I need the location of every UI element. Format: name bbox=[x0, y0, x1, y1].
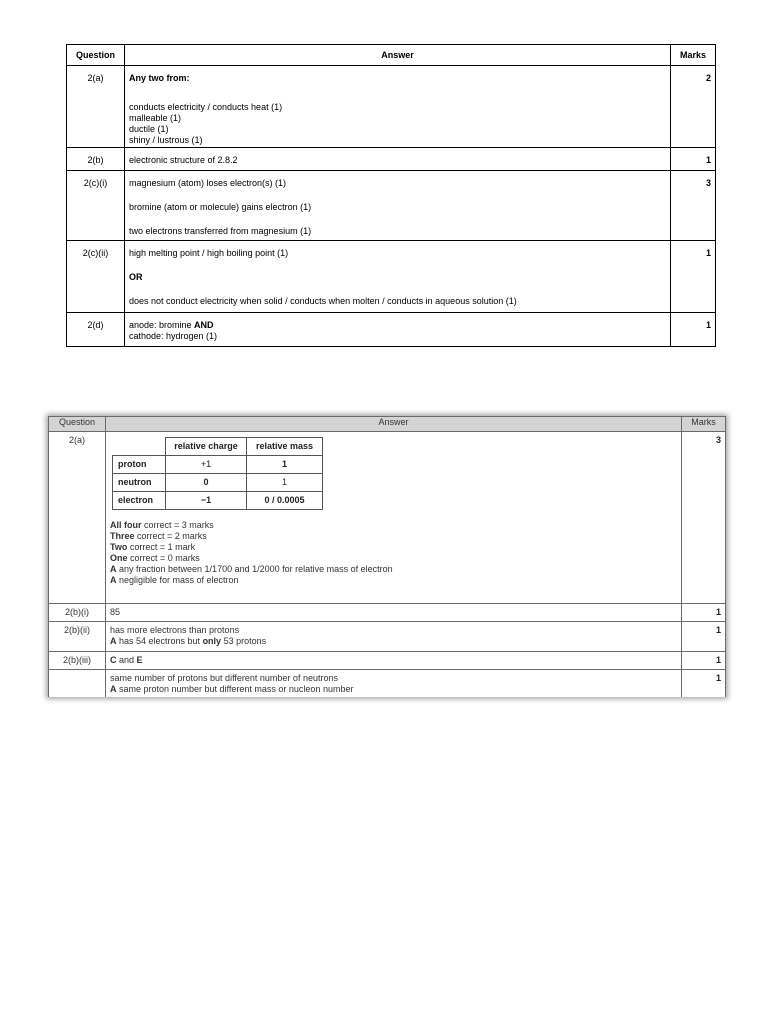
table-row bbox=[67, 312, 716, 346]
question-number: 2(a) bbox=[67, 66, 125, 148]
mark-scheme-table-1 bbox=[66, 44, 716, 347]
table-row bbox=[49, 432, 726, 604]
question-number: 2(c)(i) bbox=[67, 171, 125, 241]
answer-line bbox=[129, 320, 666, 331]
question-number: 2(b)(ii) bbox=[49, 622, 106, 652]
answer-cell bbox=[125, 147, 671, 170]
marks-value: 1 bbox=[682, 604, 726, 622]
table-header-row bbox=[49, 417, 726, 432]
answer-line: A same proton number but different mass or nucleon number bbox=[110, 684, 354, 694]
answer-cell bbox=[125, 171, 671, 241]
answer-cell bbox=[106, 622, 682, 652]
table-row bbox=[49, 622, 726, 652]
table-row bbox=[67, 147, 716, 170]
answer-line: OR bbox=[129, 271, 143, 282]
answer-cell bbox=[106, 432, 682, 604]
marks-value: 1 bbox=[671, 147, 716, 170]
marks-value: 3 bbox=[671, 171, 716, 241]
mass-cell: 1 bbox=[247, 474, 323, 492]
particle-label: electron bbox=[113, 492, 166, 510]
answer-cell bbox=[106, 670, 682, 698]
answer-cell bbox=[125, 240, 671, 312]
mass-cell: 0 / 0.0005 bbox=[247, 492, 323, 510]
column-header: relative charge bbox=[166, 438, 247, 456]
answer-line: electronic structure of 2.8.2 bbox=[129, 154, 238, 165]
answer-line: bromine (atom or molecule) gains electron (1) bbox=[129, 202, 312, 213]
marking-note: A any fraction between 1/1700 and 1/2000 for relative mass of electron bbox=[110, 564, 393, 574]
answer-line: malleable (1) bbox=[129, 113, 182, 123]
table-row bbox=[49, 670, 726, 698]
mass-cell: 1 bbox=[247, 456, 323, 474]
answer-line: A has 54 electrons but only 53 protons bbox=[110, 636, 267, 646]
question-number: 2(d) bbox=[67, 312, 125, 346]
particle-row bbox=[113, 492, 323, 510]
answer-line: two electrons transferred from magnesium (1) bbox=[129, 226, 312, 237]
table-row bbox=[49, 652, 726, 670]
answer-bold-text: AND bbox=[194, 319, 214, 330]
marking-note: One correct = 0 marks bbox=[110, 553, 200, 563]
question-number: 2(b)(iii) bbox=[49, 652, 106, 670]
particle-label: proton bbox=[113, 456, 166, 474]
marks-header: Marks bbox=[671, 45, 716, 66]
question-number: 2(a) bbox=[49, 432, 106, 604]
table-row bbox=[67, 171, 716, 241]
particle-table bbox=[112, 437, 323, 510]
answer-cell bbox=[125, 66, 671, 148]
answer-header: Answer bbox=[106, 417, 682, 432]
marks-value: 1 bbox=[682, 652, 726, 670]
marks-header: Marks bbox=[682, 417, 726, 432]
mark-scheme-table-2 bbox=[48, 416, 726, 697]
answer-line: same number of protons but different number of neutrons bbox=[110, 673, 338, 683]
answer-line: conducts electricity / conducts heat (1) bbox=[129, 102, 283, 112]
table-row bbox=[49, 604, 726, 622]
answer-cell: C and E bbox=[106, 652, 682, 670]
particle-row bbox=[113, 474, 323, 492]
answer-header: Answer bbox=[125, 45, 671, 66]
question-number: 2(b)(i) bbox=[49, 604, 106, 622]
marks-value: 1 bbox=[671, 240, 716, 312]
answer-line: does not conduct electricity when solid / conducts when molten / conducts in aqueous solution (1) bbox=[129, 295, 517, 306]
marks-value: 1 bbox=[682, 670, 726, 698]
marking-note: A negligible for mass of electron bbox=[110, 575, 239, 585]
column-header: relative mass bbox=[247, 438, 323, 456]
marks-value: 1 bbox=[682, 622, 726, 652]
question-number: 2(b) bbox=[67, 147, 125, 170]
answer-cell bbox=[125, 312, 671, 346]
marks-value: 1 bbox=[671, 312, 716, 346]
charge-cell: 0 bbox=[166, 474, 247, 492]
question-header: Question bbox=[67, 45, 125, 66]
question-number: 2(c)(ii) bbox=[67, 240, 125, 312]
marks-value: 2 bbox=[671, 66, 716, 148]
marking-note: All four correct = 3 marks bbox=[110, 520, 214, 530]
answer-line: has more electrons than protons bbox=[110, 625, 240, 635]
answer-line: shiny / lustrous (1) bbox=[129, 135, 203, 145]
answer-line: magnesium (atom) loses electron(s) (1) bbox=[129, 178, 287, 189]
answer-text: anode: bromine bbox=[129, 319, 195, 330]
question-number bbox=[49, 670, 106, 698]
particle-row bbox=[113, 456, 323, 474]
table-header-row bbox=[67, 45, 716, 66]
marking-note: Three correct = 2 marks bbox=[110, 531, 207, 541]
table-row bbox=[67, 240, 716, 312]
charge-cell: +1 bbox=[166, 456, 247, 474]
answer-cell: 85 bbox=[106, 604, 682, 622]
charge-cell: −1 bbox=[166, 492, 247, 510]
answer-line: cathode: hydrogen (1) bbox=[129, 330, 218, 341]
marks-value: 3 bbox=[682, 432, 726, 604]
question-header: Question bbox=[49, 417, 106, 432]
answer-line: ductile (1) bbox=[129, 124, 169, 134]
particle-label: neutron bbox=[113, 474, 166, 492]
answer-line: high melting point / high boiling point (1) bbox=[129, 247, 289, 258]
marking-note: Two correct = 1 mark bbox=[110, 542, 196, 552]
table-row bbox=[67, 66, 716, 148]
answer-line: Any two from: bbox=[129, 73, 190, 83]
